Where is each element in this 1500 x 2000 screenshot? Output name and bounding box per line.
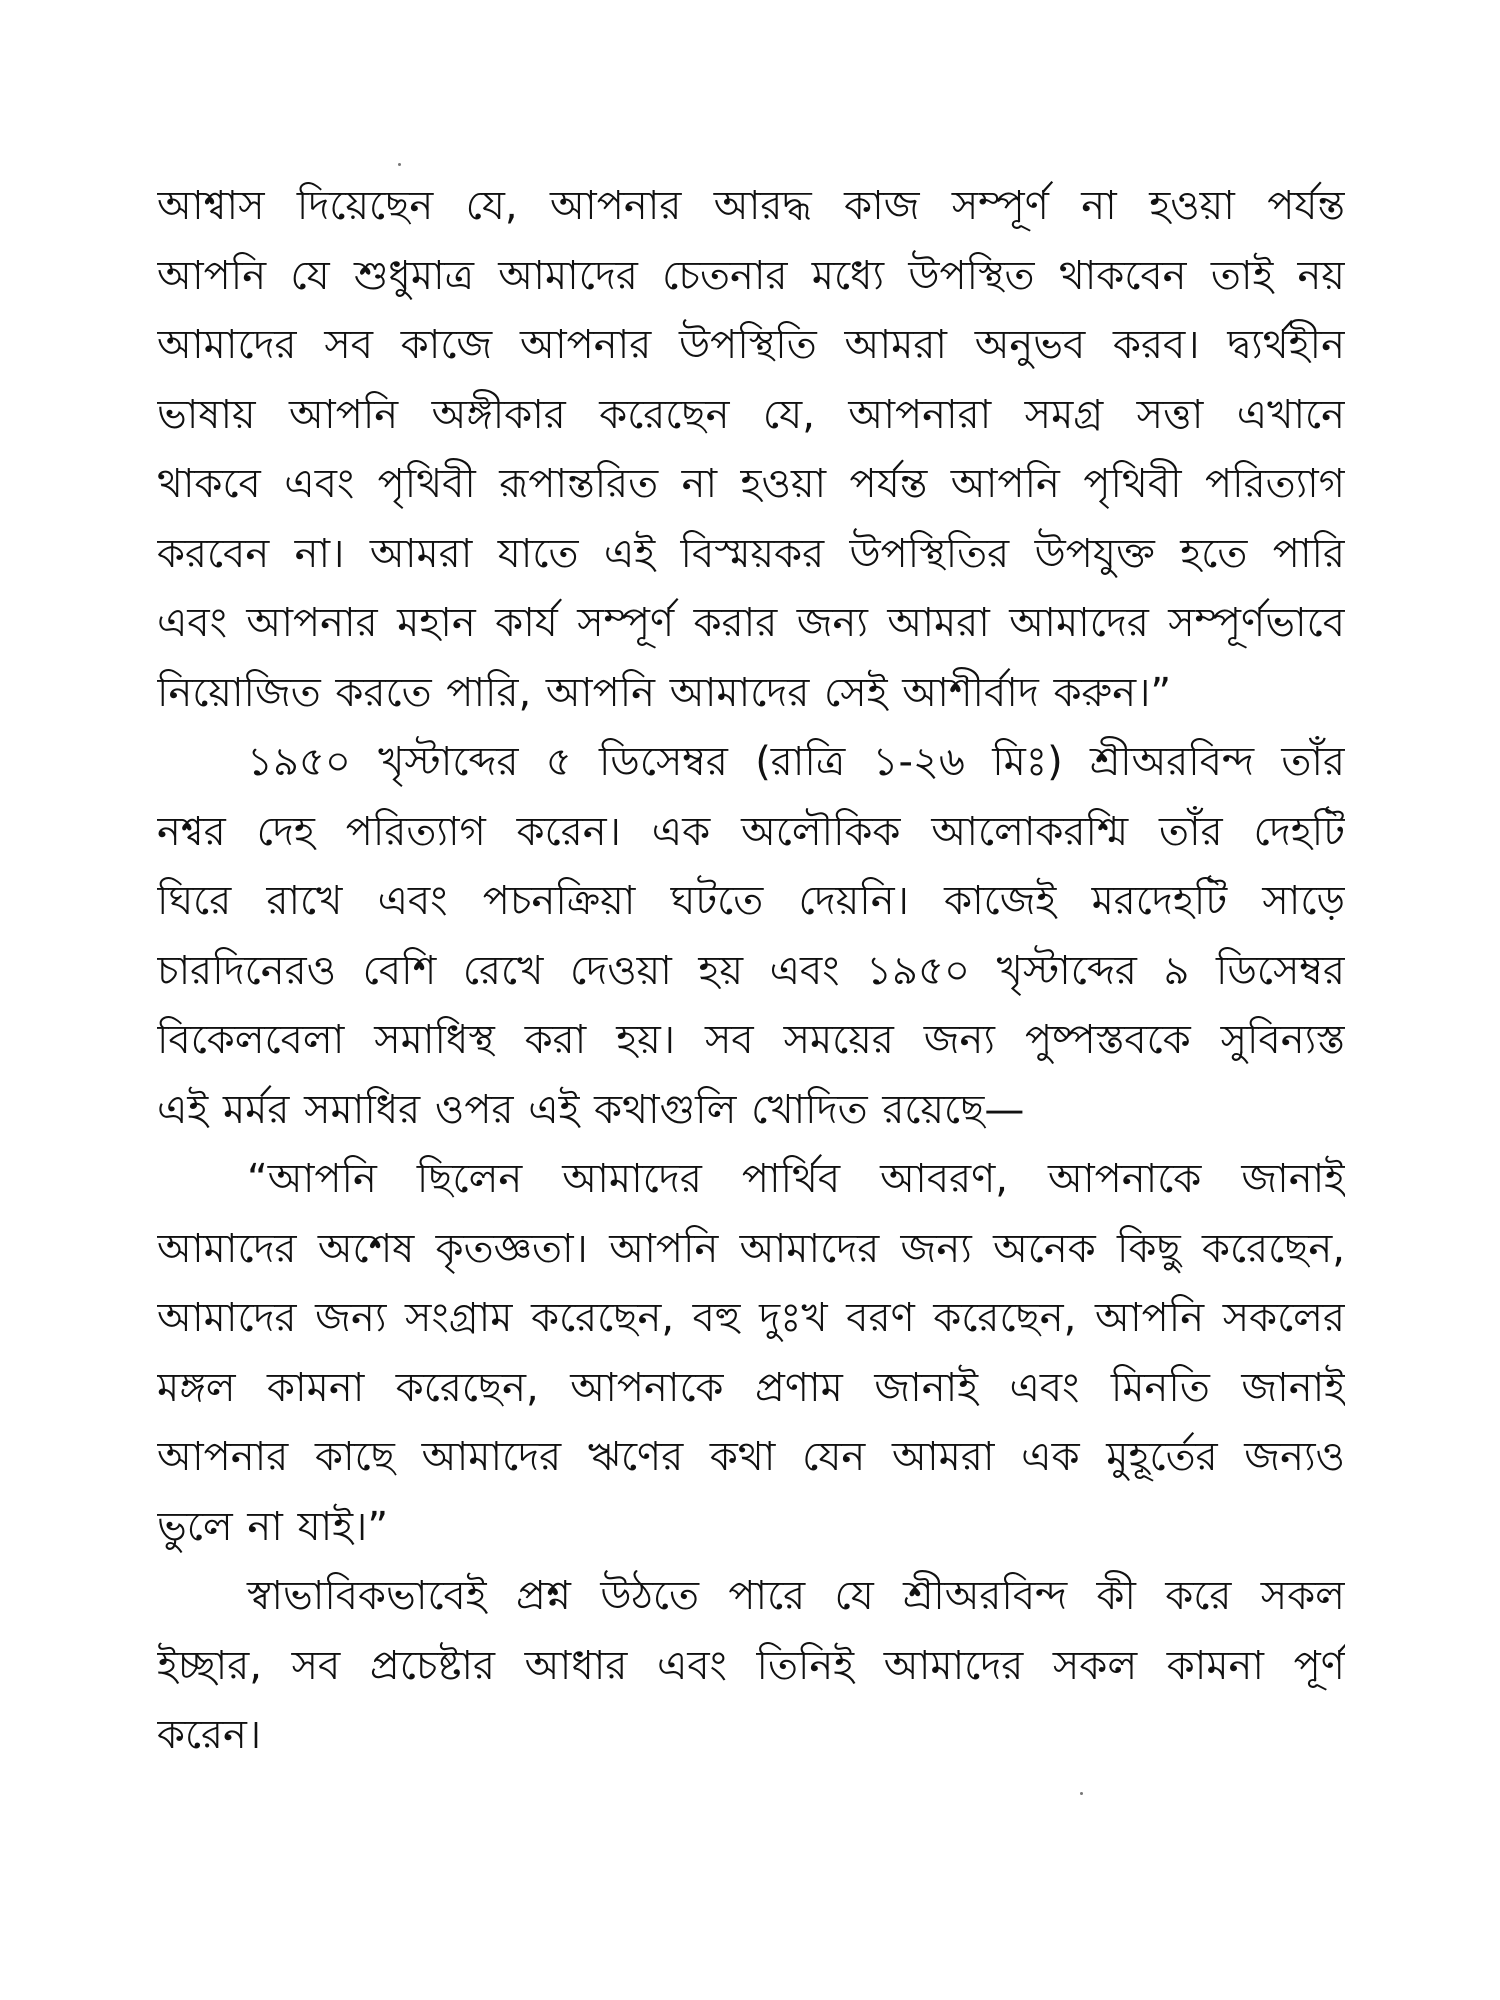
text-line: ভাষায় আপনি অঙ্গীকার করেছেন যে, আপনারা সমগ্র সত্তা এখানে (157, 391, 1345, 438)
text-line: “আপনি ছিলেন আমাদের পার্থিব আবরণ, আপনাকে জানাই (247, 1156, 1345, 1202)
scan-speck (1080, 1792, 1083, 1795)
text-line: করেন। (157, 1712, 262, 1758)
paragraph-1 (157, 172, 1345, 728)
paragraph-3-quote (157, 1145, 1345, 1562)
text-line: ইচ্ছার, সব প্রচেষ্টার আধার এবং তিনিই আমাদের সকল কামনা পূর্ণ (157, 1642, 1345, 1689)
body-text (157, 172, 1345, 1771)
text-line: ১৯৫০ খৃস্টাব্দের ৫ ডিসেম্বর (রাত্রি ১-২৬ মিঃ) শ্রীঅরবিন্দ তাঁর (247, 739, 1345, 785)
paragraph-4 (157, 1562, 1345, 1771)
text-line: আপনি যে শুধুমাত্র আমাদের চেতনার মধ্যে উপস্থিত থাকবেন তাই নয় (157, 252, 1345, 299)
text-line: এবং আপনার মহান কার্য সম্পূর্ণ করার জন্য আমরা আমাদের সম্পূর্ণভাবে (157, 600, 1345, 646)
text-line: নিয়োজিত করতে পারি, আপনি আমাদের সেই আশীর্বাদ করুন।” (157, 669, 1172, 716)
text-line: চারদিনেরও বেশি রেখে দেওয়া হয় এবং ১৯৫০ খৃস্টাব্দের ৯ ডিসেম্বর (157, 947, 1345, 994)
scan-speck (398, 163, 401, 166)
text-line: করবেন না। আমরা যাতে এই বিস্ময়কর উপস্থিতির উপযুক্ত হতে পারি (157, 530, 1345, 577)
text-line: ঘিরে রাখে এবং পচনক্রিয়া ঘটতে দেয়নি। কাজেই মরদেহটি সাড়ে (157, 878, 1345, 924)
text-line: স্বাভাবিকভাবেই প্রশ্ন উঠতে পারে যে শ্রীঅরবিন্দ কী করে সকল (247, 1573, 1345, 1619)
paragraph-2 (157, 728, 1345, 1145)
text-line: আমাদের অশেষ কৃতজ্ঞতা। আপনি আমাদের জন্য অনেক কিছু করেছেন, (157, 1225, 1345, 1272)
text-line: থাকবে এবং পৃথিবী রূপান্তরিত না হওয়া পর্যন্ত আপনি পৃথিবী পরিত্যাগ (157, 461, 1345, 507)
text-line: আমাদের জন্য সংগ্রাম করেছেন, বহু দুঃখ বরণ করেছেন, আপনি সকলের (157, 1295, 1345, 1341)
text-line: এই মর্মর সমাধির ওপর এই কথাগুলি খোদিত রয়েছে— (157, 1086, 1025, 1133)
text-line: ভুলে না যাই।” (157, 1503, 389, 1550)
text-line: নশ্বর দেহ পরিত্যাগ করেন। এক অলৌকিক আলোকরশ্মি তাঁর দেহটি (157, 808, 1345, 855)
text-line: আমাদের সব কাজে আপনার উপস্থিতি আমরা অনুভব করব। দ্ব্যর্থহীন (157, 322, 1345, 368)
text-line: মঙ্গল কামনা করেছেন, আপনাকে প্রণাম জানাই এবং মিনতি জানাই (157, 1364, 1345, 1411)
text-line: আশ্বাস দিয়েছেন যে, আপনার আরদ্ধ কাজ সম্পূর্ণ না হওয়া পর্যন্ত (157, 183, 1345, 229)
text-line: আপনার কাছে আমাদের ঋণের কথা যেন আমরা এক মুহূর্তের জন্যও (157, 1434, 1345, 1480)
text-line: বিকেলবেলা সমাধিস্থ করা হয়। সব সময়ের জন্য পুষ্পস্তবকে সুবিন্যস্ত (157, 1017, 1345, 1063)
